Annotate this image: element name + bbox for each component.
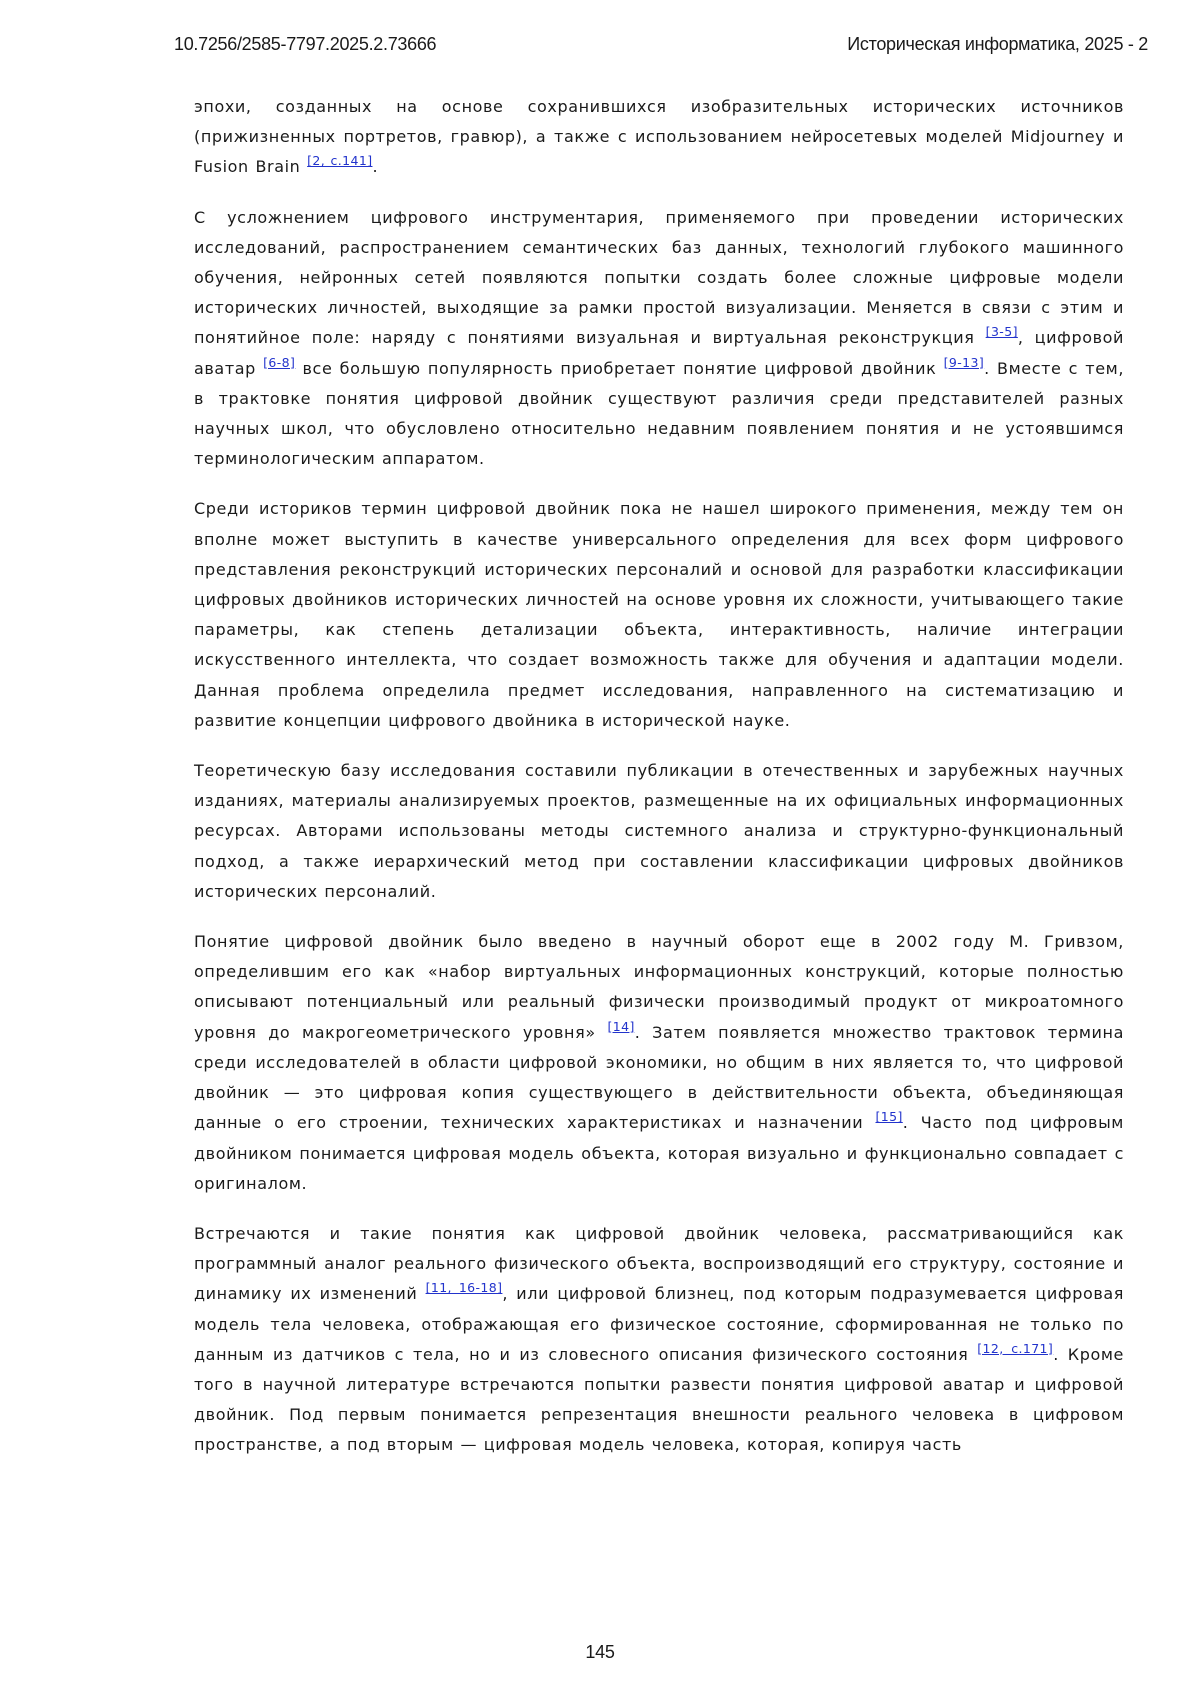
- article-body: [194, 92, 1124, 1481]
- paragraph: [194, 92, 1124, 183]
- paragraph-text: .: [372, 157, 379, 177]
- citation-link[interactable]: [12, с.171]: [977, 1340, 1054, 1356]
- paragraph-text: Понятие цифровой двойник было введено в научный оборот еще в 2002 году М. Гривзом, определившим его как «набор виртуальных информационных конструкций, которые полностью описывают потенциальный или реальный физически производимый продукт от микроатомного уровня до макрогеометрического уровня»: [194, 932, 1124, 1042]
- paragraph-text: . Вместе с тем, в трактовке понятия цифровой двойник существуют различия среди представителей разных научных школ, что обусловлено относительно недавним появлением понятия и не устоявшимся терминологическим аппаратом.: [194, 358, 1125, 469]
- citation-link[interactable]: [11, 16-18]: [425, 1280, 503, 1296]
- paragraph-text: , цифровой аватар: [194, 328, 1125, 378]
- paragraph: [194, 927, 1124, 1199]
- paragraph-text: эпохи, созданных на основе сохранившихся изобразительных исторических источников (прижизненных портретов, гравюр), а также с использованием нейросетевых моделей Midjourney и Fusion Brain: [194, 97, 1124, 177]
- paragraph-text: С усложнением цифрового инструментария, применяемого при проведении исторических исследований, распространением семантических баз данных, технологий глубокого машинного обучения, нейронных сетей появляются попытки создать более сложные цифровые модели исторических личностей, выходящие за рамки простой визуализации. Меняется в связи с этим и понятийное поле: наряду с понятиями визуальная и виртуальная реконструкция: [194, 207, 1124, 348]
- paragraph-text: все большую популярность приобретает понятие цифровой двойник: [295, 358, 944, 378]
- paragraph-text: . Часто под цифровым двойником понимается цифровая модель объекта, которая визуально и функционально совпадает с оригиналом.: [194, 1113, 1124, 1193]
- paragraph: [194, 1219, 1124, 1461]
- paragraph: [194, 203, 1124, 475]
- citation-link[interactable]: [3-5]: [985, 324, 1018, 340]
- paragraph: [194, 494, 1124, 736]
- citation-link[interactable]: [9-13]: [943, 354, 985, 370]
- citation-link[interactable]: [2, с.141]: [307, 153, 373, 169]
- citation-link[interactable]: [14]: [607, 1018, 635, 1034]
- paragraph-text: Среди историков термин цифровой двойник пока не нашел широкого применения, между тем он вполне может выступить в качестве универсального определения для всех форм цифрового представления реконструкций исторических персоналий и основой для разработки классификации цифровых двойников исторических личностей на основе уровня их сложности, учитывающего такие параметры, как степень детализации объекта, интерактивность, наличие интеграции искусственного интеллекта, что создает возможность также для обучения и адаптации модели. Данная проблема определила предмет исследования, направленного на систематизацию и развитие концепции цифрового двойника в исторической науке.: [194, 499, 1124, 730]
- journal-header: Историческая информатика, 2025 - 2: [847, 34, 1148, 54]
- doi-header: 10.7256/2585-7797.2025.2.73666: [174, 34, 437, 54]
- paragraph-text: , или цифровой близнец, под которым подразумевается цифровая модель тела человека, отображающая его физическое состояние, сформированная не только по данным из датчиков с тела, но и из словесного описания физического состояния: [194, 1284, 1125, 1364]
- citation-link[interactable]: [15]: [875, 1109, 903, 1125]
- paragraph-text: Встречаются и такие понятия как цифровой двойник человека, рассматривающийся как программный аналог реального физического объекта, воспроизводящий его структуру, состояние и динамику их изменений: [194, 1223, 1124, 1304]
- paragraph-text: . Затем появляется множество трактовок термина среди исследователей в области цифровой экономики, но общим в них является то, что цифровой двойник — это цифровая копия существующего в действительности объекта, объединяющая данные о его строении, технических характеристиках и назначении: [194, 1022, 1124, 1133]
- paragraph-text: . Кроме того в научной литературе встречаются попытки развести понятия цифровой аватар и цифровой двойник. Под первым понимается репрезентация внешности реального человека в цифровом пространстве, а под вторым — цифровая модель человека, которая, копируя часть: [194, 1344, 1125, 1455]
- citation-link[interactable]: [6-8]: [263, 354, 296, 370]
- page-number: 145: [585, 1642, 615, 1662]
- paragraph: [194, 756, 1124, 907]
- paragraph-text: Теоретическую базу исследования составили публикации в отечественных и зарубежных научных изданиях, материалы анализируемых проектов, размещенные на их официальных информационных ресурсах. Авторами использованы методы системного анализа и структурно-функциональный подход, а также иерархический метод при составлении классификации цифровых двойников исторических персоналий.: [194, 761, 1124, 901]
